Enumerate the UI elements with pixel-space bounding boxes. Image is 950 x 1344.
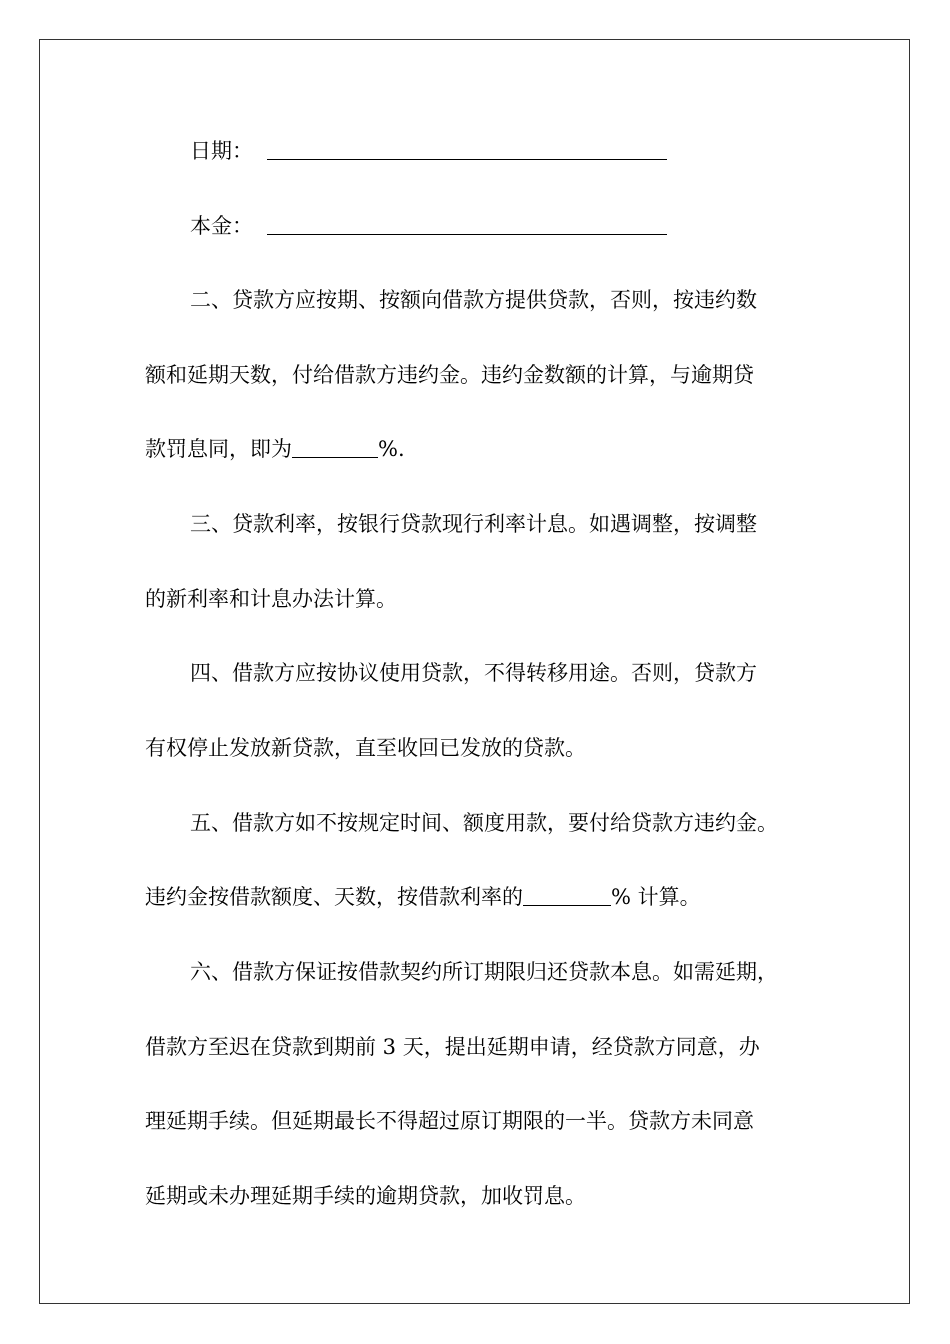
principal-field	[190, 211, 667, 241]
clause-2-text: 款罚息同，即为	[145, 437, 292, 461]
principal-label: 本金：	[190, 214, 253, 238]
clause-6-line-1: 六、借款方保证按借款契约所订期限归还贷款本息。如需延期，	[190, 960, 778, 984]
clause-3-line-1: 三、贷款利率，按银行贷款现行利率计息。如遇调整，按调整	[190, 512, 757, 536]
clause-4-line-2: 有权停止发放新贷款，直至收回已发放的贷款。	[145, 736, 586, 760]
clause-6-line-2: 借款方至迟在贷款到期前 3 天，提出延期申请，经贷款方同意，办	[145, 1035, 760, 1059]
clause-2-line-1: 二、贷款方应按期、按额向借款方提供贷款，否则，按违约数	[190, 288, 757, 312]
clause-6-line-4: 延期或未办理延期手续的逾期贷款，加收罚息。	[145, 1184, 586, 1208]
principal-blank-line	[267, 214, 667, 235]
date-blank-line	[267, 139, 667, 160]
clause-6-line-3: 理延期手续。但延期最长不得超过原订期限的一半。贷款方未同意	[145, 1109, 754, 1133]
clause-3-line-2: 的新利率和计息办法计算。	[145, 587, 397, 611]
percent-sign: %.	[378, 437, 405, 461]
clause-2-line-2: 额和延期天数，付给借款方违约金。违约金数额的计算，与逾期贷	[145, 363, 754, 387]
clause-5-line-1: 五、借款方如不按规定时间、额度用款，要付给贷款方违约金。	[190, 811, 778, 835]
percent-calc: % 计算。	[611, 885, 701, 909]
interest-rate-blank	[523, 885, 611, 906]
clause-2-line-3	[145, 434, 405, 464]
clause-4-line-1: 四、借款方应按协议使用贷款，不得转移用途。否则，贷款方	[190, 661, 757, 685]
clause-5-text: 违约金按借款额度、天数，按借款利率的	[145, 885, 523, 909]
penalty-rate-blank	[292, 437, 378, 458]
date-field	[190, 136, 667, 166]
clause-5-line-2	[145, 882, 701, 912]
date-label: 日期：	[190, 139, 253, 163]
